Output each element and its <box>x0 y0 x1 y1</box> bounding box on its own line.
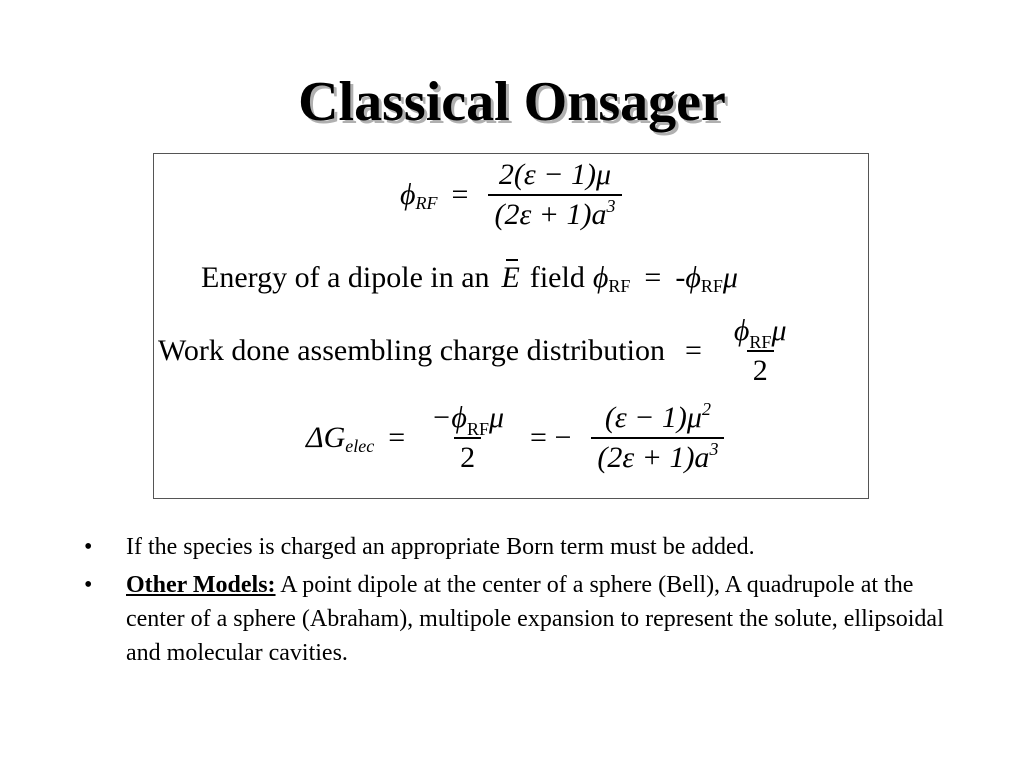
e-vector-symbol: E <box>501 261 520 294</box>
numerator-2-exponent: 2 <box>701 399 711 419</box>
energy-text: Energy of a dipole in an <box>201 261 490 294</box>
numerator-1 <box>425 401 510 437</box>
numerator: 2(ε − 1)μ <box>498 158 612 191</box>
equals-sign-1: = <box>388 421 406 454</box>
equation-work-done <box>158 314 799 388</box>
numerator-subscript: RF <box>749 332 772 352</box>
phi-subscript: RF <box>415 192 438 213</box>
numerator-1-phi: −ϕ <box>431 401 467 434</box>
numerator-1-mu: μ <box>488 401 505 434</box>
bullet-text: A point dipole at the center of a sphere (Bell), A quadrupole at the center of a sphere (Abraham), multipole expansion to represent the solute, ellipsoidal and molecular cavities. <box>126 572 944 666</box>
denominator-exponent: 3 <box>606 196 616 216</box>
phi-subscript: RF <box>608 275 631 296</box>
rhs-mu: μ <box>722 261 738 294</box>
delta-g-symbol: ΔG <box>306 421 346 454</box>
denominator: 2 <box>747 350 774 388</box>
bullet-item <box>84 530 964 564</box>
equation-delta-g-elec <box>306 401 730 475</box>
delta-g-subscript: elec <box>345 435 375 456</box>
numerator-2-base: (ε − 1)μ <box>604 401 702 434</box>
fraction <box>488 158 621 232</box>
fraction-1 <box>425 401 510 475</box>
equation-box <box>153 153 869 499</box>
denominator-2-base: (2ε + 1)a <box>597 441 710 474</box>
bullet-lead: Other Models: <box>126 572 276 598</box>
numerator-2 <box>599 401 717 437</box>
field-text: field <box>529 261 585 294</box>
equation-reaction-field <box>400 158 628 232</box>
slide-title: Classical Onsager <box>298 71 726 133</box>
denominator-1: 2 <box>454 437 481 475</box>
denominator-base: (2ε + 1)a <box>494 198 607 231</box>
equals-minus-sign: = − <box>530 421 572 454</box>
denominator <box>488 194 621 232</box>
denominator-2-exponent: 3 <box>709 439 719 459</box>
equals-sign: = <box>451 178 469 211</box>
bullet-list <box>84 530 964 674</box>
numerator-mu: μ <box>771 314 787 347</box>
numerator <box>728 314 793 350</box>
phi-symbol: ϕ <box>592 261 609 294</box>
numerator-1-subscript: RF <box>466 419 489 439</box>
bullet-text: If the species is charged an appropriate Born term must be added. <box>126 534 755 560</box>
denominator-2 <box>591 437 724 475</box>
fraction <box>728 314 793 388</box>
numerator-phi: ϕ <box>733 314 750 347</box>
bullet-item <box>84 568 964 670</box>
rhs-subscript: RF <box>700 275 723 296</box>
rhs-phi: -ϕ <box>675 261 701 294</box>
phi-symbol: ϕ <box>400 178 416 211</box>
fraction-2 <box>591 401 724 475</box>
equals-sign: = <box>644 261 662 294</box>
work-text: Work done assembling charge distribution <box>158 334 665 367</box>
equation-dipole-energy <box>201 261 738 295</box>
equals-sign: = <box>684 334 702 367</box>
